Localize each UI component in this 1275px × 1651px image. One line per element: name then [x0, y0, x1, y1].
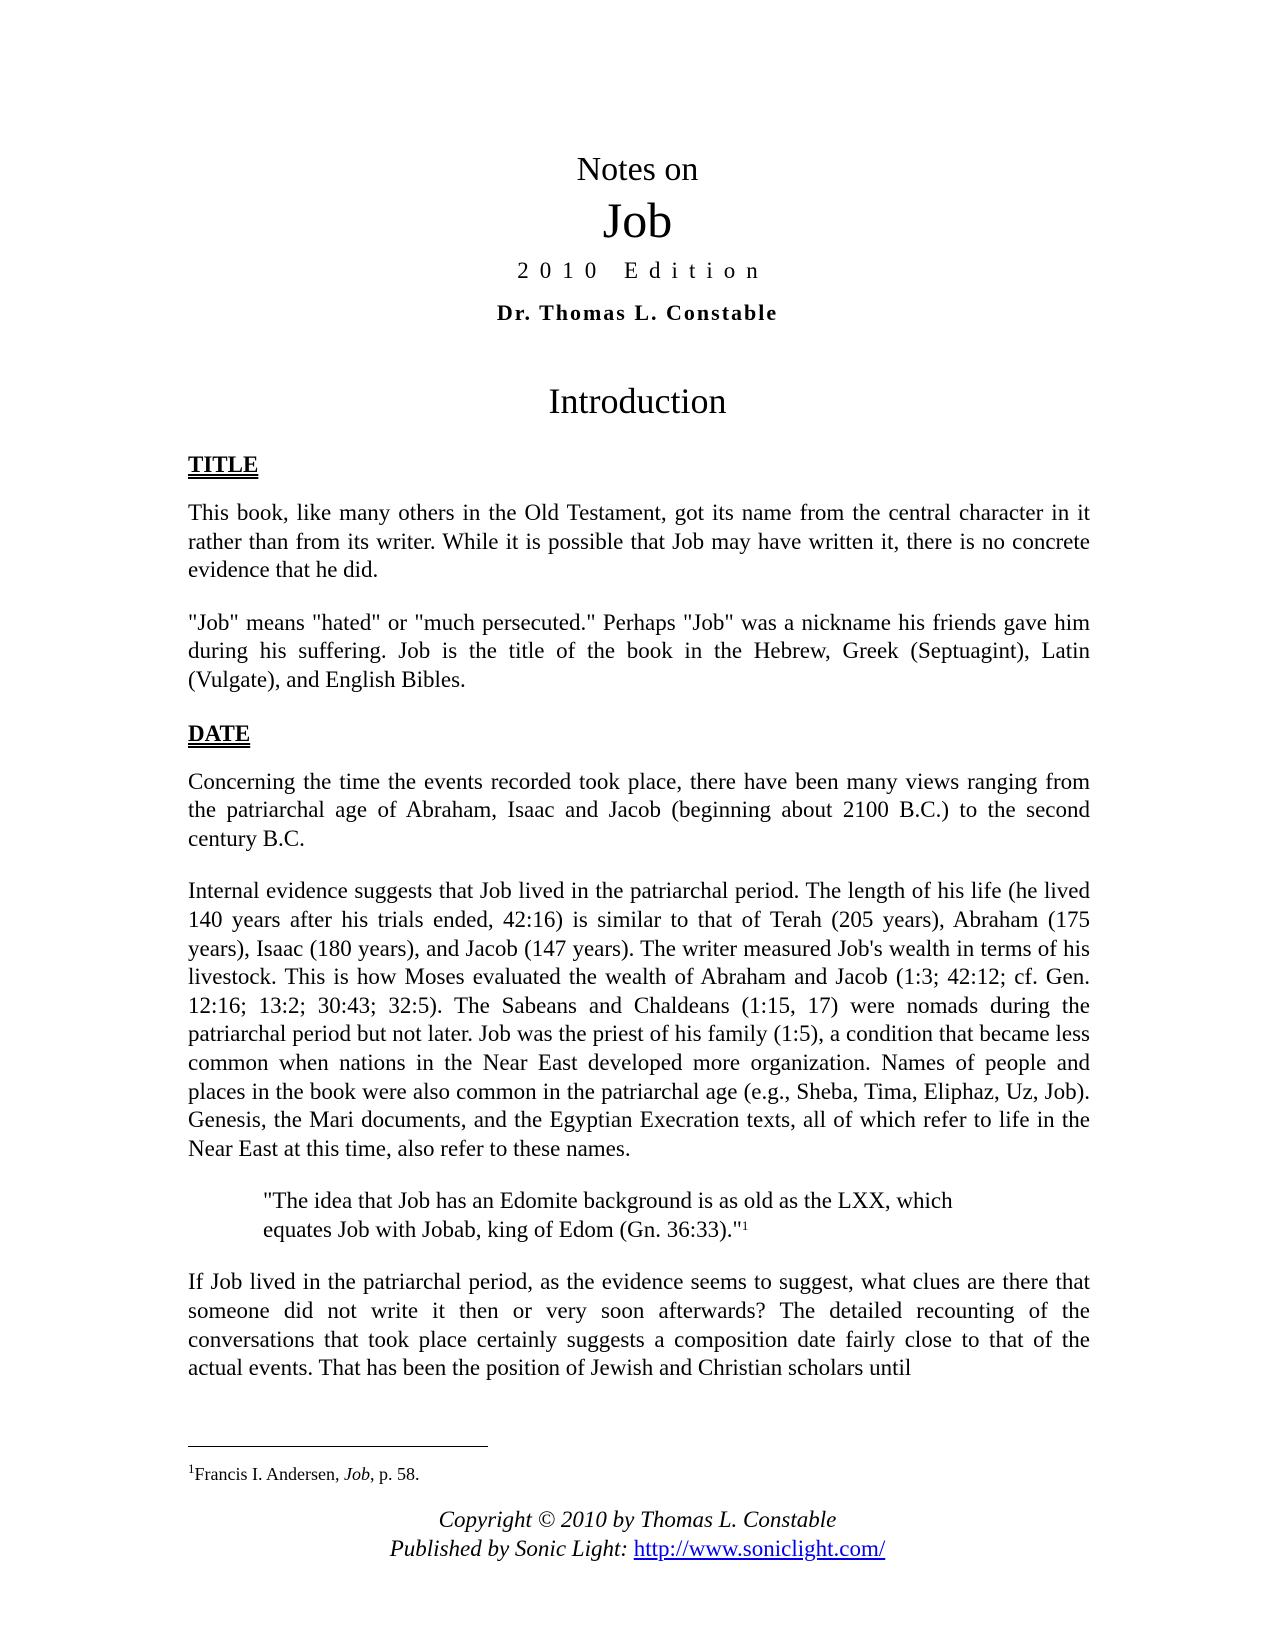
title-heading: TITLE	[188, 452, 259, 477]
publisher-link[interactable]: http://www.soniclight.com/	[633, 1536, 886, 1561]
notes-on-label: Notes on	[576, 151, 699, 188]
publisher-line	[0, 1534, 1275, 1563]
title-paragraph-1: This book, like many others in the Old Testament, got its name from the central character in it rather than from its writer. While it is possible that Job may have written it, there is no concrete evidence that he did.	[188, 500, 1090, 583]
block-quote-text: "The idea that Job has an Edomite background is as old as the LXX, which equates Job with Jobab, king of Edom (Gn. 36:33)."	[263, 1188, 953, 1242]
footnote	[188, 1462, 419, 1486]
date-paragraph-2: Internal evidence suggests that Job lived in the patriarchal period. The length of his life (he lived 140 years after his trials ended, 42:16) is similar to that of Terah (205 years), Abraham (175 years), Isaac (180 years), and Jacob (147 years). The writer measured Job's wealth in terms of his livestock. This is how Moses evaluated the wealth of Abraham and Jacob (1:3; 42:12; cf. Gen. 12:16; 13:2; 30:43; 32:5). The Sabeans and Chaldeans (1:15, 17) were nomads during the patriarchal period but not later. Job was the priest of his family (1:5), a condition that became less common when nations in the Near East developed more organization. Names of people and places in the book were also common in the patriarchal age (e.g., Sheba, Tima, Eliphaz, Uz, Job). Genesis, the Mari documents, and the Egyptian Execration texts, all of which refer to life in the Near East at this time, also refer to these names.	[188, 878, 1090, 1161]
copyright-notice: Copyright © 2010 by Thomas L. Constable	[438, 1507, 837, 1532]
date-heading: DATE	[188, 720, 251, 746]
book-title: Job	[602, 192, 673, 248]
title-paragraph-2: "Job" means "hated" or "much persecuted." Perhaps "Job" was a nickname his friends gave him during his suffering. Job is the title of the book in the Hebrew, Greek (Septuagint), Latin (Vulgate), and English Bibles.	[188, 609, 1090, 692]
footnote-ref[interactable]: 1	[741, 1217, 749, 1233]
author-name: Dr. Thomas L. Constable	[496, 300, 779, 325]
footnote-work: Job	[343, 1464, 370, 1484]
date-paragraph-1: Concerning the time the events recorded took place, there have been many views ranging from the patriarchal age of Abraham, Isaac and Jacob (beginning about 2100 B.C.) to the second century B.C.	[188, 768, 1090, 851]
main-content	[188, 450, 1090, 1383]
footnote-page: , p. 58.	[369, 1464, 420, 1484]
footnote-divider	[188, 1446, 488, 1447]
date-paragraph-3: If Job lived in the patriarchal period, as the evidence seems to suggest, what clues are there that someone did not write it then or very soon afterwards? The detailed recounting of the conversations that took place certainly suggests a composition date fairly close to that of the actual events. That has been the position of Jewish and Christian scholars until	[188, 1269, 1090, 1381]
publisher-label: Published by Sonic Light:	[389, 1536, 634, 1561]
footnote-author: Francis I. Andersen,	[194, 1464, 344, 1484]
section-title: Introduction	[548, 381, 727, 421]
block-quote	[263, 1187, 1023, 1244]
edition-label: 2010 Edition	[517, 258, 769, 283]
footnote-number: 1	[188, 1460, 195, 1476]
